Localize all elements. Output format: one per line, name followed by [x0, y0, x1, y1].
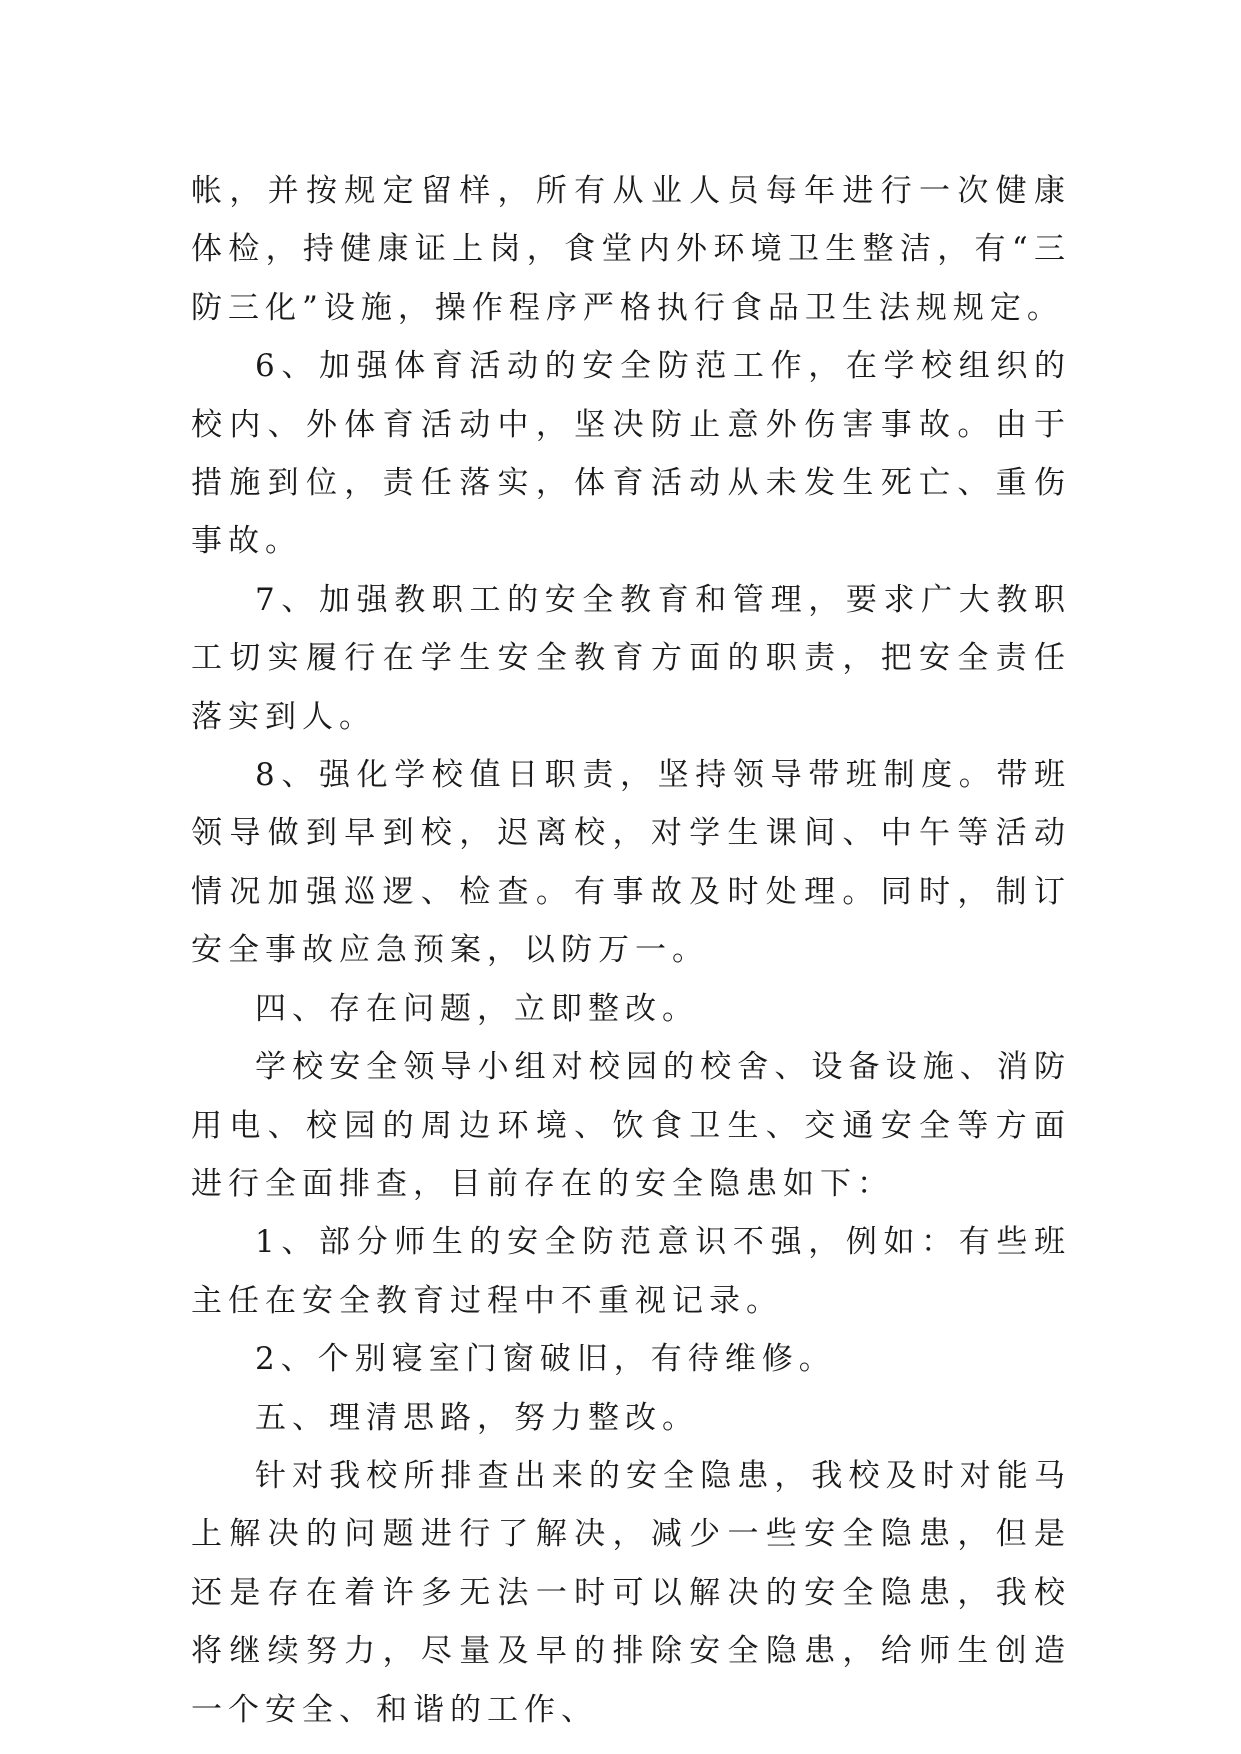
paragraph-item-7: 7、加强教职工的安全教育和管理，要求广大教职工切实履行在学生安全教育方面的职责，把安全责任落实到人。	[191, 581, 1071, 735]
document-body	[191, 162, 1071, 1739]
paragraph-item-6: 6、加强体育活动的安全防范工作，在学校组织的校内、外体育活动中，坚决防止意外伤害事故。由于措施到位，责任落实，体育活动从未发生死亡、重伤事故。	[191, 348, 1071, 560]
paragraph-remediation: 针对我校所排查出来的安全隐患，我校及时对能马上解决的问题进行了解决，减少一些安全隐患，但是还是存在着许多无法一时可以解决的安全隐患，我校将继续努力，尽量及早的排除安全隐患，给师生创造一个安全、和谐的工作、	[191, 1457, 1071, 1728]
section-heading-5: 五、理清思路，努力整改。	[255, 1399, 699, 1436]
paragraph-item-8: 8、强化学校值日职责，坚持领导带班制度。带班领导做到早到校，迟离校，对学生课间、中午等活动情况加强巡逻、检查。有事故及时处理。同时，制订安全事故应急预案，以防万一。	[191, 757, 1071, 969]
section-heading-4: 四、存在问题，立即整改。	[255, 990, 699, 1027]
paragraph-issue-2: 2、个别寝室门窗破旧，有待维修。	[255, 1341, 836, 1378]
paragraph-canteen-continued: 帐，并按规定留样，所有从业人员每年进行一次健康体检，持健康证上岗，食堂内外环境卫生整洁，有“三防三化”设施，操作程序严格执行食品卫生法规规定。	[191, 173, 1071, 326]
paragraph-issue-1: 1、部分师生的安全防范意识不强，例如：有些班主任在安全教育过程中不重视记录。	[191, 1224, 1071, 1319]
paragraph-inspection: 学校安全领导小组对校园的校舍、设备设施、消防用电、校园的周边环境、饮食卫生、交通安全等方面进行全面排查，目前存在的安全隐患如下：	[191, 1049, 1071, 1202]
